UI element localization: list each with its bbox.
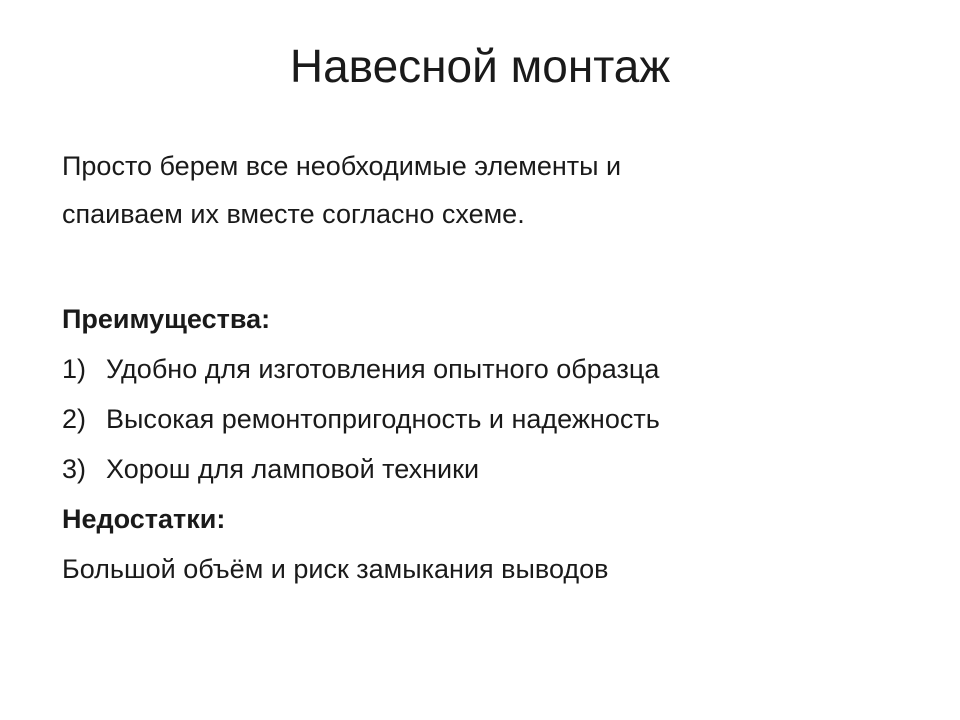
- advantages-list: [62, 344, 912, 494]
- disadvantages-text: Большой объём и риск замыкания выводов: [62, 554, 609, 584]
- list-item-number: 3): [62, 454, 87, 484]
- intro-paragraph: [62, 142, 912, 238]
- intro-line: спаиваем их вместе согласно схеме.: [62, 199, 525, 229]
- list-item: [62, 444, 912, 494]
- list-item-number: 1): [62, 354, 87, 384]
- disadvantages-heading: Недостатки:: [62, 504, 226, 534]
- list-item-number: 2): [62, 404, 87, 434]
- slide-body: [62, 142, 912, 594]
- paragraph-spacer: [62, 238, 912, 294]
- list-item-text: Хорош для ламповой техники: [106, 454, 480, 484]
- slide-title: Навесной монтаж: [289, 40, 671, 92]
- list-item: [62, 394, 912, 444]
- list-item: [62, 344, 912, 394]
- list-item-text: Высокая ремонтопригодность и надежность: [106, 404, 660, 434]
- intro-line: Просто берем все необходимые элементы и: [62, 151, 622, 181]
- advantages-heading: Преимущества:: [62, 304, 271, 334]
- list-item-text: Удобно для изготовления опытного образца: [106, 354, 660, 384]
